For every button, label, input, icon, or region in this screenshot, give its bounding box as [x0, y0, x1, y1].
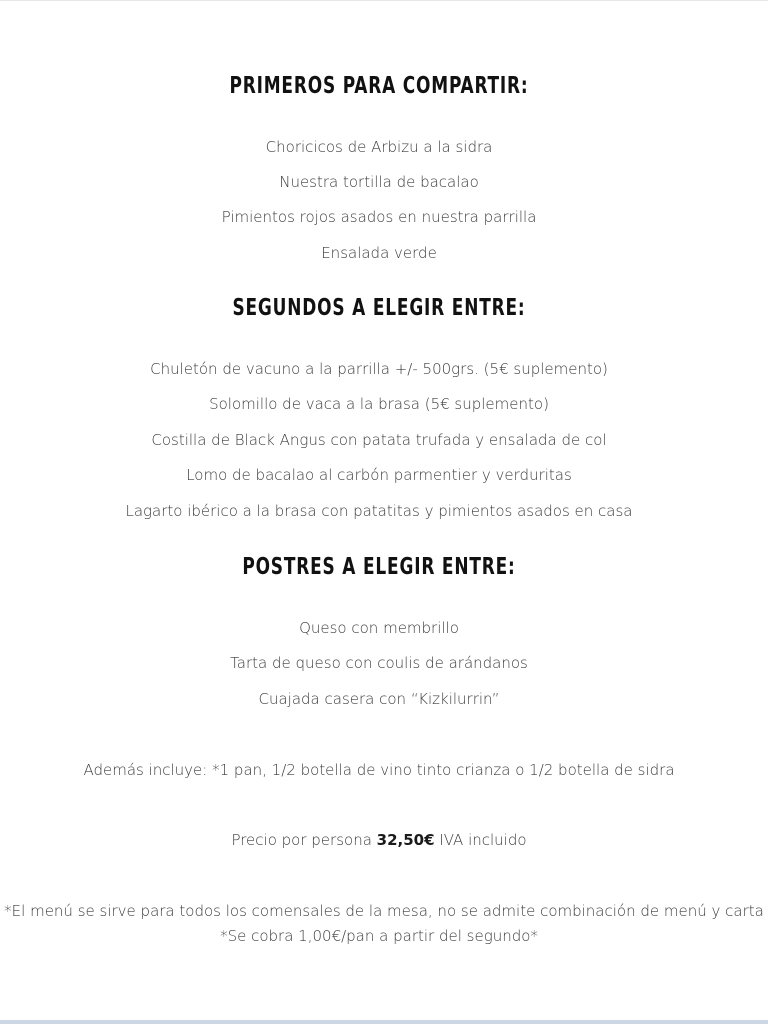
includes-note: Además incluye: *1 pan, 1/2 botella de vino tinto crianza o 1/2 botella de sidra [83, 761, 675, 779]
menu-item: Cuajada casera con “Kizkilurrin” [258, 690, 500, 708]
menu-item: Queso con membrillo [299, 619, 459, 637]
menu-item: Choricicos de Arbizu a la sidra [265, 138, 493, 156]
menu-item: Solomillo de vaca a la brasa (5€ suplemento) [209, 395, 549, 413]
menu-item: Lagarto ibérico a la brasa con patatitas y pimientos asados en casa [125, 502, 633, 520]
top-divider [0, 0, 768, 1]
menu-item: Tarta de queso con coulis de arándanos [230, 654, 528, 672]
price-prefix: Precio por persona [231, 831, 377, 849]
menu-item: Lomo de bacalao al carbón parmentier y verduritas [186, 466, 572, 484]
menu-item: Nuestra tortilla de bacalao [279, 173, 479, 191]
footnote-combination: *El menú se sirve para todos los comensales de la mesa, no se admite combinación de menú y carta [4, 902, 764, 920]
price-line [0, 831, 758, 849]
menu-item: Ensalada verde [321, 244, 437, 262]
section-title-primeros: PRIMEROS PARA COMPARTIR: [229, 73, 529, 99]
footnote-bread: *Se cobra 1,00€/pan a partir del segundo* [220, 927, 538, 945]
section-title-postres: POSTRES A ELEGIR ENTRE: [242, 554, 516, 580]
bottom-bar [0, 1020, 768, 1024]
section-title-segundos: SEGUNDOS A ELEGIR ENTRE: [232, 295, 526, 321]
menu-item: Pimientos rojos asados en nuestra parrilla [221, 208, 537, 226]
price-suffix: IVA incluido [434, 831, 527, 849]
menu-item: Costilla de Black Angus con patata trufada y ensalada de col [151, 431, 607, 449]
menu-item: Chuletón de vacuno a la parrilla +/- 500grs. (5€ suplemento) [150, 360, 608, 378]
price-amount: 32,50€ [376, 831, 435, 849]
